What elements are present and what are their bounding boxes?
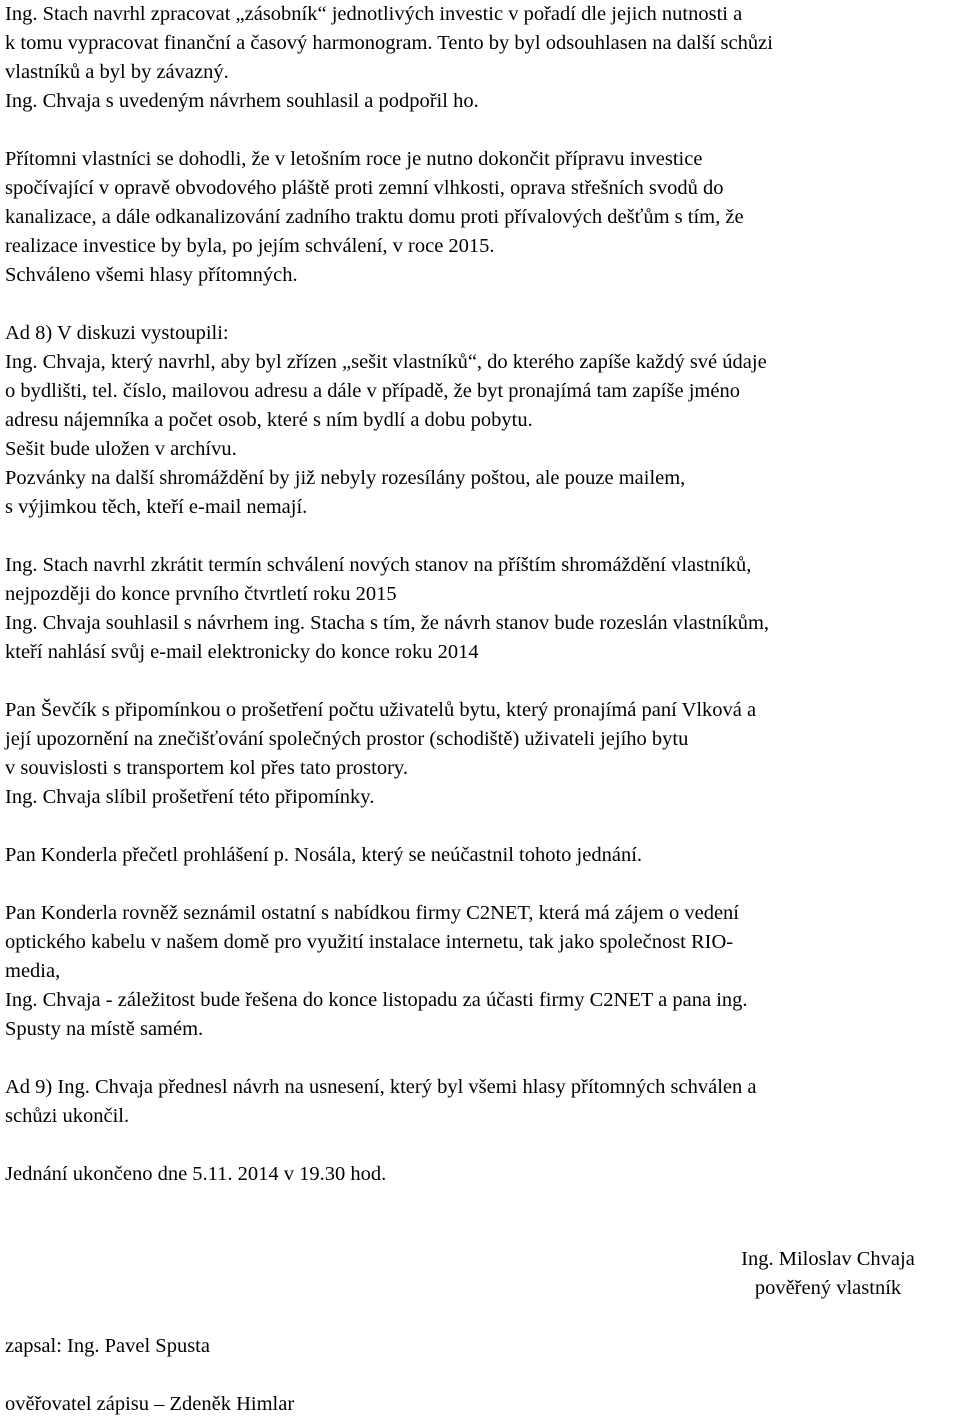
paragraph-gap	[5, 116, 957, 145]
text-line: Ing. Chvaja - záležitost bude řešena do konce listopadu za účasti firmy C2NET a pana ing.	[5, 989, 748, 1011]
paragraph-gap	[5, 870, 957, 899]
text-line: nejpozději do konce prvního čtvrtletí roku 2015	[5, 583, 397, 605]
paragraph-gap	[5, 812, 957, 841]
text-line: Ad 9) Ing. Chvaja přednesl návrh na usnesení, který byl všemi hlasy přítomných schválen a	[5, 1076, 757, 1098]
text-line: Ad 8) V diskuzi vystoupili:	[5, 322, 229, 344]
text-line: kanalizace, a dále odkanalizování zadního traktu domu proti přívalových dešťům s tím, že	[5, 206, 744, 228]
document-page	[5, 0, 957, 1189]
text-line: k tomu vypracovat finanční a časový harmonogram. Tento by byl odsouhlasen na další schůzi	[5, 32, 773, 54]
paragraph	[5, 145, 957, 290]
verifier-line: ověřovatel zápisu – Zdeněk Himlar	[5, 1393, 295, 1415]
signatory-role: pověřený vlastník	[754, 1277, 902, 1299]
text-line: Ing. Chvaja, který navrhl, aby byl zřízen „sešit vlastníků“, do kterého zapíše každý své údaje	[5, 351, 767, 373]
text-line: v souvislosti s transportem kol přes tato prostory.	[5, 757, 408, 779]
text-line: vlastníků a byl by závazný.	[5, 61, 229, 83]
paragraph-gap	[5, 290, 957, 319]
text-line: schůzi ukončil.	[5, 1105, 130, 1127]
signatory-name: Ing. Miloslav Chvaja	[741, 1248, 915, 1270]
paragraph	[5, 696, 957, 812]
text-line: realizace investice by byla, po jejím schválení, v roce 2015.	[5, 235, 495, 257]
paragraph	[5, 551, 957, 667]
text-line: Ing. Chvaja s uvedeným návrhem souhlasil a podpořil ho.	[5, 90, 479, 112]
text-line: Přítomni vlastníci se dohodli, že v letošním roce je nutno dokončit přípravu investice	[5, 148, 703, 170]
paragraph	[5, 319, 957, 522]
text-line: media,	[5, 960, 61, 982]
paragraph	[5, 1073, 957, 1131]
text-line: Pan Konderla rovněž seznámil ostatní s nabídkou firmy C2NET, která má zájem o vedení	[5, 902, 739, 924]
text-line: adresu nájemníka a počet osob, které s ním bydlí a dobu pobytu.	[5, 409, 533, 431]
text-line: Ing. Stach navrhl zpracovat „zásobník“ jednotlivých investic v pořadí dle jejich nutnosti a	[5, 3, 743, 25]
text-line: Pan Konderla přečetl prohlášení p. Nosála, který se neúčastnil tohoto jednání.	[5, 844, 643, 866]
text-line: spočívající v opravě obvodového pláště proti zemní vlhkosti, oprava střešních svodů do	[5, 177, 724, 199]
paragraph-gap	[5, 667, 957, 696]
text-line: s výjimkou těch, kteří e-mail nemají.	[5, 496, 308, 518]
paragraph	[5, 0, 957, 116]
paragraph-gap	[5, 522, 957, 551]
paragraph-gap	[5, 1044, 957, 1073]
text-line: kteří nahlásí svůj e-mail elektronicky do konce roku 2014	[5, 641, 479, 663]
text-line: Schváleno všemi hlasy přítomných.	[5, 264, 298, 286]
text-line: Pan Ševčík s připomínkou o prošetření počtu uživatelů bytu, který pronajímá paní Vlková a	[5, 699, 757, 721]
text-line: Pozvánky na další shromáždění by již nebyly rozesílány poštou, ale pouze mailem,	[5, 467, 686, 489]
text-line: optického kabelu v našem domě pro využití instalace internetu, tak jako společnost RIO-	[5, 931, 734, 953]
recorder-line: zapsal: Ing. Pavel Spusta	[5, 1335, 210, 1357]
paragraph	[5, 841, 957, 870]
paragraph-gap	[5, 1131, 957, 1160]
text-line: Sešit bude uložen v archívu.	[5, 438, 237, 460]
minutes-body	[5, 0, 957, 1189]
text-line: o bydlišti, tel. číslo, mailovou adresu a dále v případě, že byt pronajímá tam zapíše jméno	[5, 380, 740, 402]
text-line: Ing. Chvaja slíbil prošetření této připomínky.	[5, 786, 375, 808]
text-line: její upozornění na znečišťování společných prostor (schodiště) uživateli jejího bytu	[5, 728, 689, 750]
text-line: Ing. Chvaja souhlasil s návrhem ing. Stacha s tím, že návrh stanov bude rozeslán vlastníkům,	[5, 612, 770, 634]
text-line: Ing. Stach navrhl zkrátit termín schválení nových stanov na příštím shromáždění vlastníků,	[5, 554, 752, 576]
text-line: Spusty na místě samém.	[5, 1018, 204, 1040]
paragraph	[5, 899, 957, 1044]
paragraph	[5, 1160, 957, 1189]
text-line: Jednání ukončeno dne 5.11. 2014 v 19.30 hod.	[5, 1163, 387, 1185]
